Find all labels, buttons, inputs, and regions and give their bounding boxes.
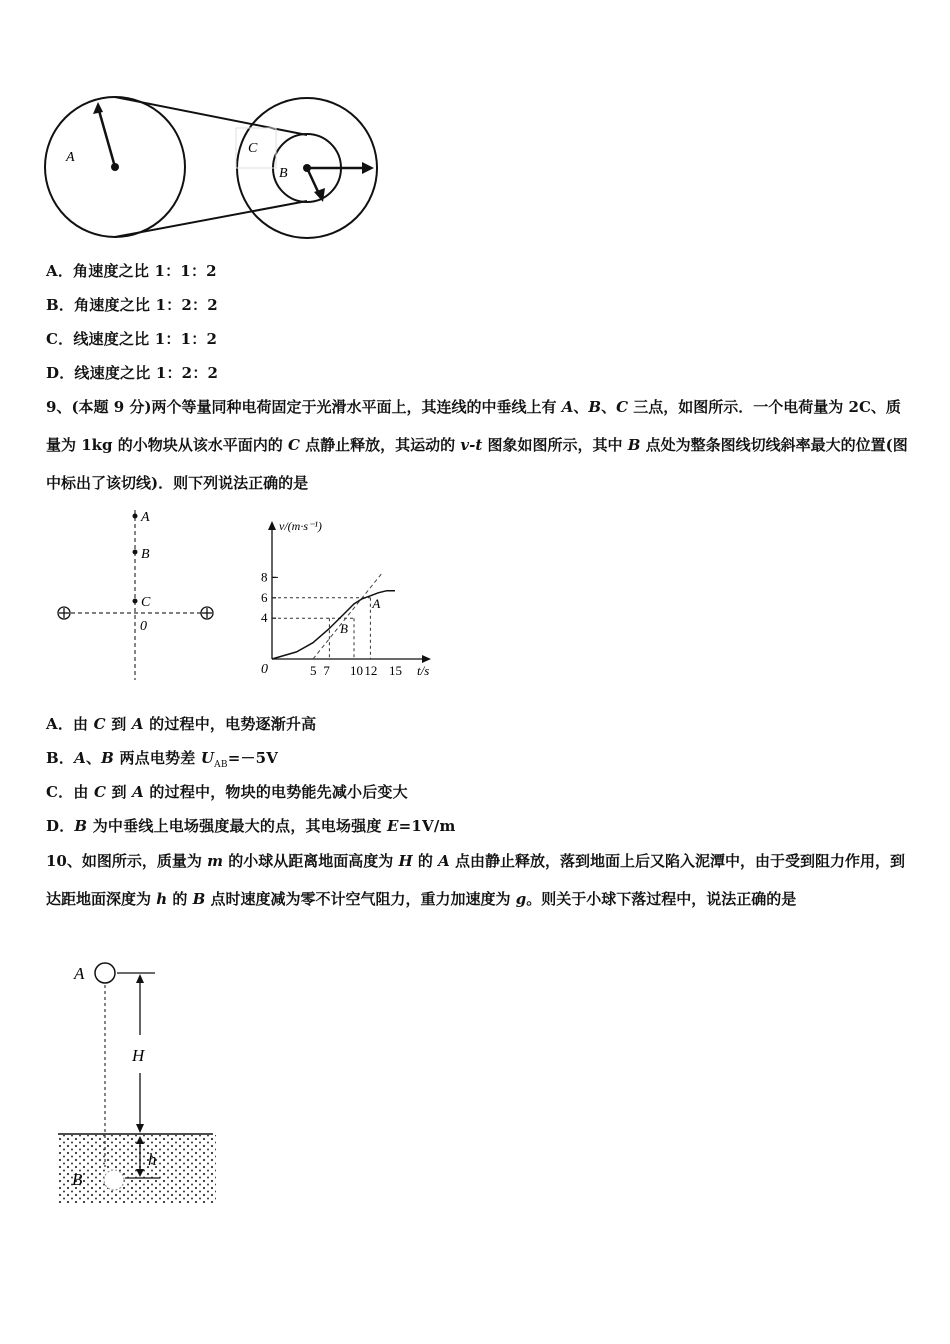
- y-tick-label: 8: [261, 569, 268, 585]
- x-axis-arrow: [422, 655, 431, 663]
- option-text: 角速度之比 1：2：2: [74, 296, 218, 314]
- y-tick-label: 6: [261, 589, 268, 605]
- point-b-label: B: [340, 621, 348, 637]
- stem-text: 的: [167, 890, 193, 908]
- label-a: A: [66, 150, 75, 165]
- option-key: D．: [46, 817, 75, 835]
- field-symbol: E: [386, 817, 399, 835]
- axis-label-a: A: [141, 510, 150, 525]
- option-text: 两点电势差: [114, 749, 201, 767]
- stem-text: 、: [601, 398, 617, 416]
- x-tick-label: 10: [350, 663, 363, 678]
- q8-option-a: [46, 260, 217, 281]
- option-text: 角速度之比 1：1：2: [73, 262, 217, 280]
- axis-label-o: 0: [140, 619, 147, 634]
- point-a: A: [561, 398, 574, 416]
- voltage-subscript: AB: [214, 760, 228, 770]
- voltage-symbol: U: [200, 749, 215, 767]
- option-text: =－5V: [227, 749, 279, 767]
- q9-stem: [46, 388, 908, 502]
- fig-label-a: A: [74, 964, 85, 983]
- point-b: B: [627, 436, 641, 454]
- point-a: A: [131, 715, 144, 733]
- stem-text: 。则关于小球下落过程中，说法正确的是: [526, 890, 797, 908]
- x-tick-label: 12: [364, 663, 378, 678]
- vt-term: v-t: [460, 436, 483, 454]
- q9-option-b: [46, 747, 278, 770]
- point-b: B: [74, 817, 88, 835]
- q9-option-a: [46, 713, 316, 734]
- stem-text: 的: [412, 852, 439, 870]
- stem-text: 三点，如图所示．一个电荷量为 2C、质量为 1kg 的小物块从该水平面内的: [46, 398, 901, 454]
- gravity-symbol: g: [515, 890, 527, 908]
- point-c: C: [616, 398, 629, 416]
- y-axis-arrow: [268, 521, 276, 530]
- origin-label: 0: [261, 662, 268, 677]
- stem-text: 图象如图所示，其中: [482, 436, 628, 454]
- arrow-c: [362, 162, 374, 174]
- question-number: 10、: [46, 852, 82, 870]
- point-a: A: [74, 749, 86, 767]
- point-a: A: [438, 852, 450, 870]
- height-symbol: H: [398, 852, 413, 870]
- vt-chart: [255, 515, 445, 685]
- option-text: 由: [73, 715, 94, 733]
- q8-option-b: [46, 294, 218, 315]
- point-c: C: [93, 715, 106, 733]
- option-text: 、: [85, 749, 102, 767]
- x-tick-label: 15: [389, 663, 402, 678]
- point-b: B: [192, 890, 206, 908]
- stem-text: 的小球从距离地面高度为: [222, 852, 399, 870]
- point-c-dot: [133, 599, 138, 604]
- point-a: A: [132, 783, 144, 801]
- axis-label-b: B: [141, 547, 150, 562]
- mass-symbol: m: [207, 852, 223, 870]
- pulley-figure: [40, 95, 385, 245]
- y-axis-label: v/(m·s⁻¹): [279, 519, 322, 533]
- option-key: C．: [46, 330, 74, 348]
- fig-label-h: h: [148, 1150, 157, 1169]
- option-text: 到: [105, 715, 132, 733]
- option-text: 的过程中，物块的电势能先减小后变大: [144, 783, 408, 801]
- tangent-line: [313, 572, 383, 659]
- label-b: B: [279, 166, 288, 181]
- point-b-dot: [133, 550, 138, 555]
- option-text: 线速度之比 1：2：2: [74, 364, 219, 382]
- fig-label-b: B: [72, 1170, 83, 1189]
- option-key: C．: [46, 783, 74, 801]
- q9-option-d: [46, 815, 456, 836]
- charge-axis-figure: [50, 505, 230, 683]
- point-b: B: [588, 398, 602, 416]
- q8-option-c: [46, 328, 217, 349]
- ball-b: [104, 1170, 124, 1190]
- radius-a: [98, 107, 115, 167]
- ball-mud-figure: [50, 955, 225, 1210]
- point-a-label: A: [372, 595, 381, 611]
- stem-text: 两个等量同种电荷固定于光滑水平面上，其连线的中垂线上有: [151, 398, 562, 416]
- fig-label-H: H: [132, 1046, 145, 1065]
- option-text: 由: [73, 783, 94, 801]
- axis-label-c: C: [141, 595, 151, 610]
- option-text: 的过程中，电势逐渐升高: [143, 715, 317, 733]
- x-tick-label: 5: [310, 663, 317, 678]
- belt-top: [115, 97, 307, 135]
- q10-stem: [46, 842, 908, 918]
- stem-text: 如图所示，质量为: [81, 852, 208, 870]
- label-c: C: [248, 141, 258, 156]
- H-arrow-down: [136, 1124, 144, 1133]
- point-a-dot: [133, 514, 138, 519]
- question-score: (本题 9 分): [71, 398, 152, 416]
- point-c: C: [93, 783, 107, 801]
- depth-symbol: h: [156, 890, 168, 908]
- option-text: 线速度之比 1：1：2: [73, 330, 218, 348]
- stem-text: 点由静止释放，落到地面上后又陷入泥潭中，由于受到阻力作用，到达距地面深度为: [46, 852, 905, 908]
- point-c: C: [288, 436, 300, 454]
- option-key: A．: [46, 715, 74, 733]
- option-key: D．: [46, 364, 75, 382]
- y-tick-label: 4: [261, 610, 268, 626]
- option-key: B．: [46, 749, 75, 767]
- q9-option-c: [46, 781, 408, 802]
- option-text: 到: [106, 783, 133, 801]
- arrow-a: [93, 102, 103, 114]
- option-text: 为中垂线上电场强度最大的点，其电场强度: [87, 817, 387, 835]
- question-number: 9、: [46, 398, 72, 416]
- q8-option-d: [46, 362, 218, 383]
- option-key: B．: [46, 296, 75, 314]
- x-tick-label: 7: [323, 663, 330, 678]
- stem-text: 点时速度减为零不计空气阻力，重力加速度为: [205, 890, 516, 908]
- H-arrow-up: [136, 974, 144, 983]
- stem-text: 、: [573, 398, 589, 416]
- option-text: =1V/m: [398, 817, 456, 835]
- ball-a: [95, 963, 115, 983]
- point-b: B: [101, 749, 115, 767]
- stem-text: 点处为整条图线切线斜率最大的位置(图中标出了该切线)．则下列说法正确的是: [46, 436, 908, 492]
- stem-text: 点静止释放，其运动的: [299, 436, 461, 454]
- x-axis-label: t/s: [417, 663, 430, 678]
- option-key: A．: [46, 262, 74, 280]
